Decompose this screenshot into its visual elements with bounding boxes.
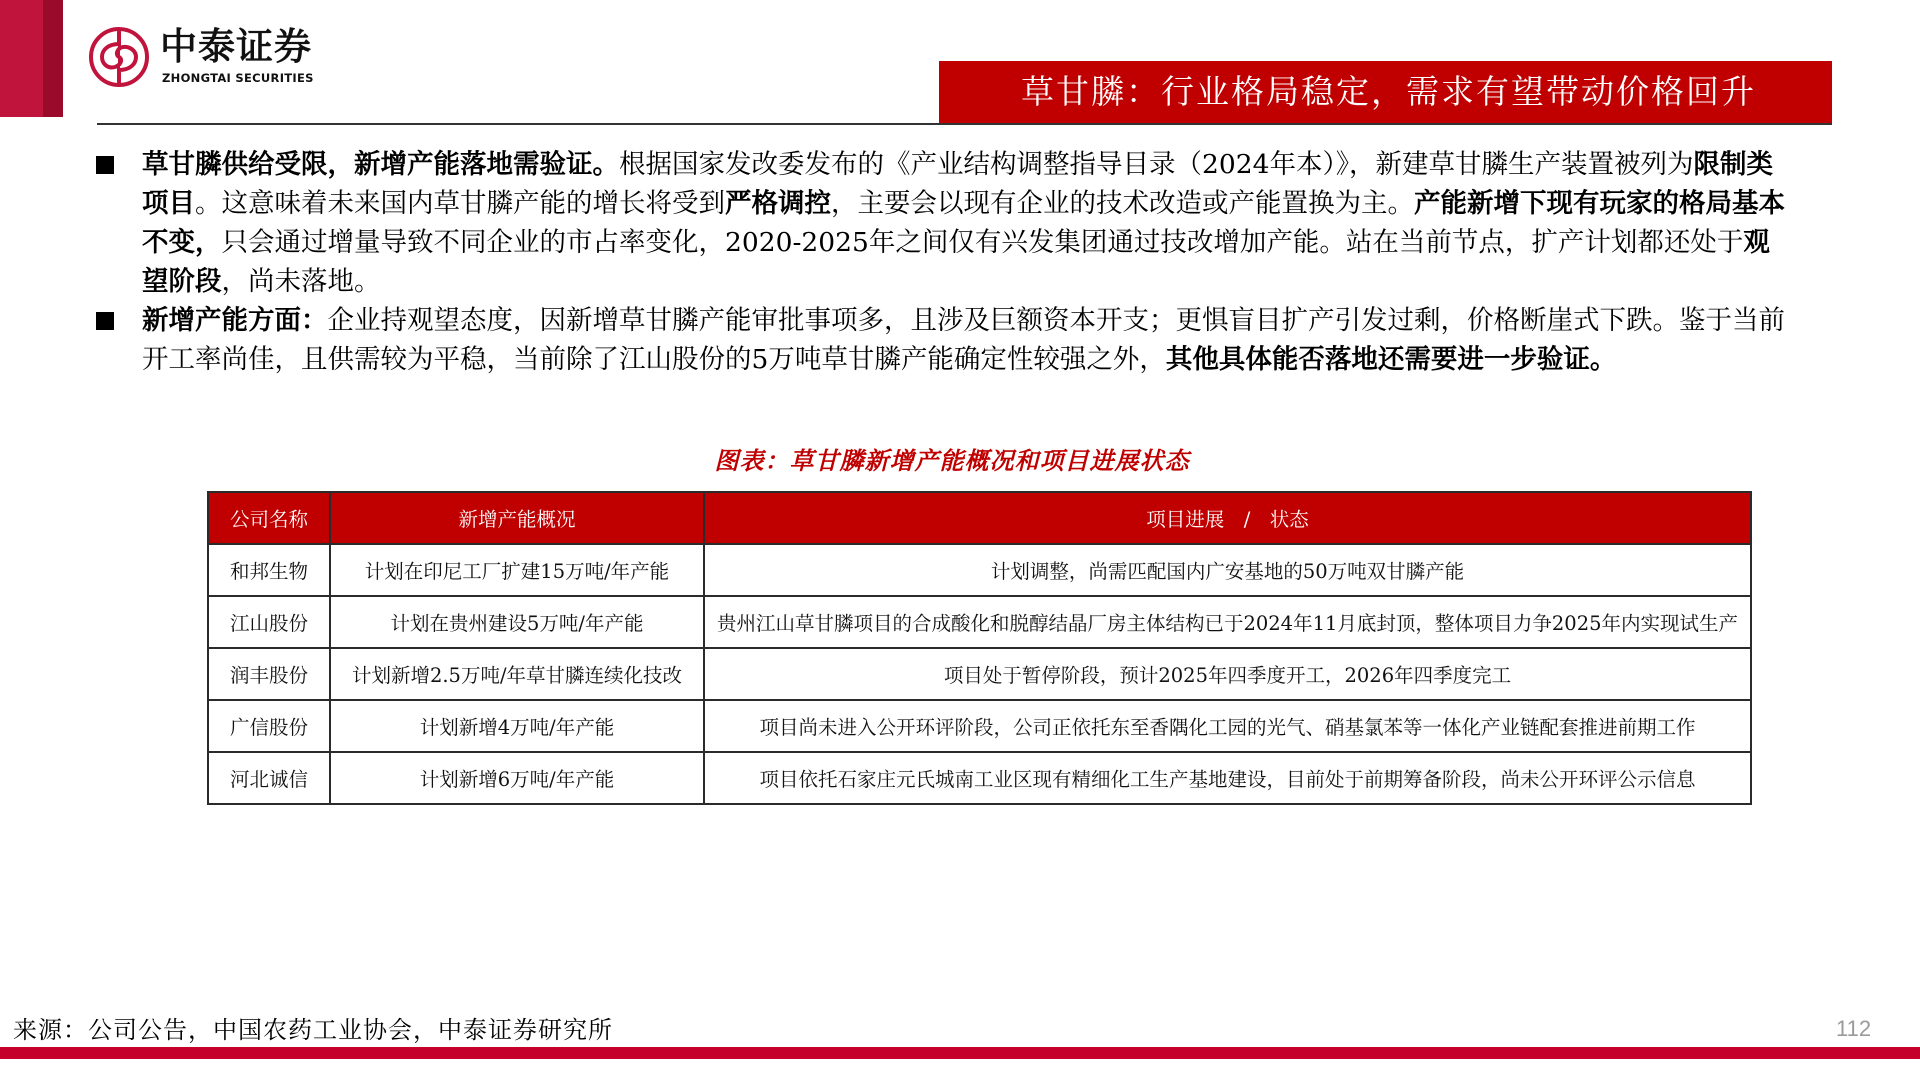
table-row <box>208 648 1751 700</box>
bullet-heading: 草甘膦供给受限，新增产能落地需验证。 <box>142 149 619 180</box>
table-row <box>208 752 1751 804</box>
cell-progress: 计划调整，尚需匹配国内广安基地的50万吨双甘膦产能 <box>704 544 1751 596</box>
cell-progress: 项目尚未进入公开环评阶段，公司正依托东至香隅化工园的光气、硝基氯苯等一体化产业链配套推进前期工作 <box>704 700 1751 752</box>
cell-progress: 项目处于暂停阶段，预计2025年四季度开工，2026年四季度完工 <box>704 648 1751 700</box>
column-header-company: 公司名称 <box>208 492 330 544</box>
cell-capacity: 计划新增2.5万吨/年草甘膦连续化技改 <box>330 648 704 700</box>
header-divider <box>97 123 1832 125</box>
bullet-text: ，尚未落地。 <box>221 266 381 297</box>
decorative-side-bar-dark <box>43 0 63 117</box>
table-row <box>208 544 1751 596</box>
decorative-side-bar <box>0 0 43 117</box>
brand-name-cn: 中泰证券 <box>160 25 312 68</box>
cell-capacity: 计划在印尼工厂扩建15万吨/年产能 <box>330 544 704 596</box>
page-number: 112 <box>1836 1016 1872 1041</box>
footer-bar <box>0 1047 1920 1059</box>
bullet-emphasis: 其他具体能否落地还需要进一步验证。 <box>1165 344 1617 375</box>
cell-progress: 贵州江山草甘膦项目的合成酸化和脱醇结晶厂房主体结构已于2024年11月底封顶，整体项目力争2025年内实现试生产 <box>704 596 1751 648</box>
cell-company: 江山股份 <box>208 596 330 648</box>
bullet-emphasis: 产能新增下现有玩家的格局基本不变， <box>142 188 1785 258</box>
cell-company: 润丰股份 <box>208 648 330 700</box>
figure-caption-wrap <box>0 441 1920 476</box>
table-header-row <box>208 492 1751 544</box>
bullet-square-icon <box>96 312 114 330</box>
column-header-capacity: 新增产能概况 <box>330 492 704 544</box>
bullet-heading: 新增产能方面： <box>142 305 328 336</box>
bullet-text: 根据国家发改委发布的《产业结构调整指导目录（2024年本）》，新建草甘膦生产装置被列为 <box>619 149 1694 180</box>
brand-name-en: ZHONGTAI SECURITIES <box>162 71 314 85</box>
cell-capacity: 计划新增4万吨/年产能 <box>330 700 704 752</box>
page-title: 草甘膦：行业格局稳定，需求有望带动价格回升 <box>939 61 1832 123</box>
column-header-progress: 项目进展 / 状态 <box>704 492 1751 544</box>
cell-company: 广信股份 <box>208 700 330 752</box>
capacity-table <box>207 491 1752 805</box>
cell-company: 和邦生物 <box>208 544 330 596</box>
bullet-text: 只会通过增量导致不同企业的市占率变化，2020-2025年之间仅有兴发集团通过技改增加产能。站在当前节点，扩产计划都还处于 <box>221 227 1744 258</box>
cell-capacity: 计划新增6万吨/年产能 <box>330 752 704 804</box>
bullet-emphasis: 观望阶段 <box>142 227 1770 297</box>
bullet-text: 企业持观望态度，因新增草甘膦产能审批事项多，且涉及巨额资本开支；更惧盲目扩产引发过剩，价格断崖式下跌。鉴于当前开工率尚佳，且供需较为平稳，当前除了江山股份的5万吨草甘膦产能确定性较强之外， <box>142 305 1785 375</box>
source-note: 来源：公司公告，中国农药工业协会，中泰证券研究所 <box>13 1016 613 1044</box>
bullet-text: ，主要会以现有企业的技术改造或产能置换为主。 <box>831 188 1414 219</box>
table-row <box>208 700 1751 752</box>
zhongtai-logo-icon <box>88 26 150 88</box>
cell-capacity: 计划在贵州建设5万吨/年产能 <box>330 596 704 648</box>
cell-progress: 项目依托石家庄元氏城南工业区现有精细化工生产基地建设，目前处于前期筹备阶段，尚未公开环评公示信息 <box>704 752 1751 804</box>
figure-caption: 图表：草甘膦新增产能概况和项目进展状态 <box>714 446 1190 475</box>
cell-company: 河北诚信 <box>208 752 330 804</box>
bullet-square-icon <box>96 156 114 174</box>
table-row <box>208 596 1751 648</box>
bullet-supply-limit <box>96 145 1796 301</box>
bullet-emphasis: 严格调控 <box>725 188 831 219</box>
bullet-text: 。这意味着未来国内草甘膦产能的增长将受到 <box>195 188 725 219</box>
bullet-emphasis: 限制类项目 <box>142 149 1773 219</box>
bullet-new-capacity <box>96 301 1796 379</box>
body-text <box>96 145 1796 379</box>
